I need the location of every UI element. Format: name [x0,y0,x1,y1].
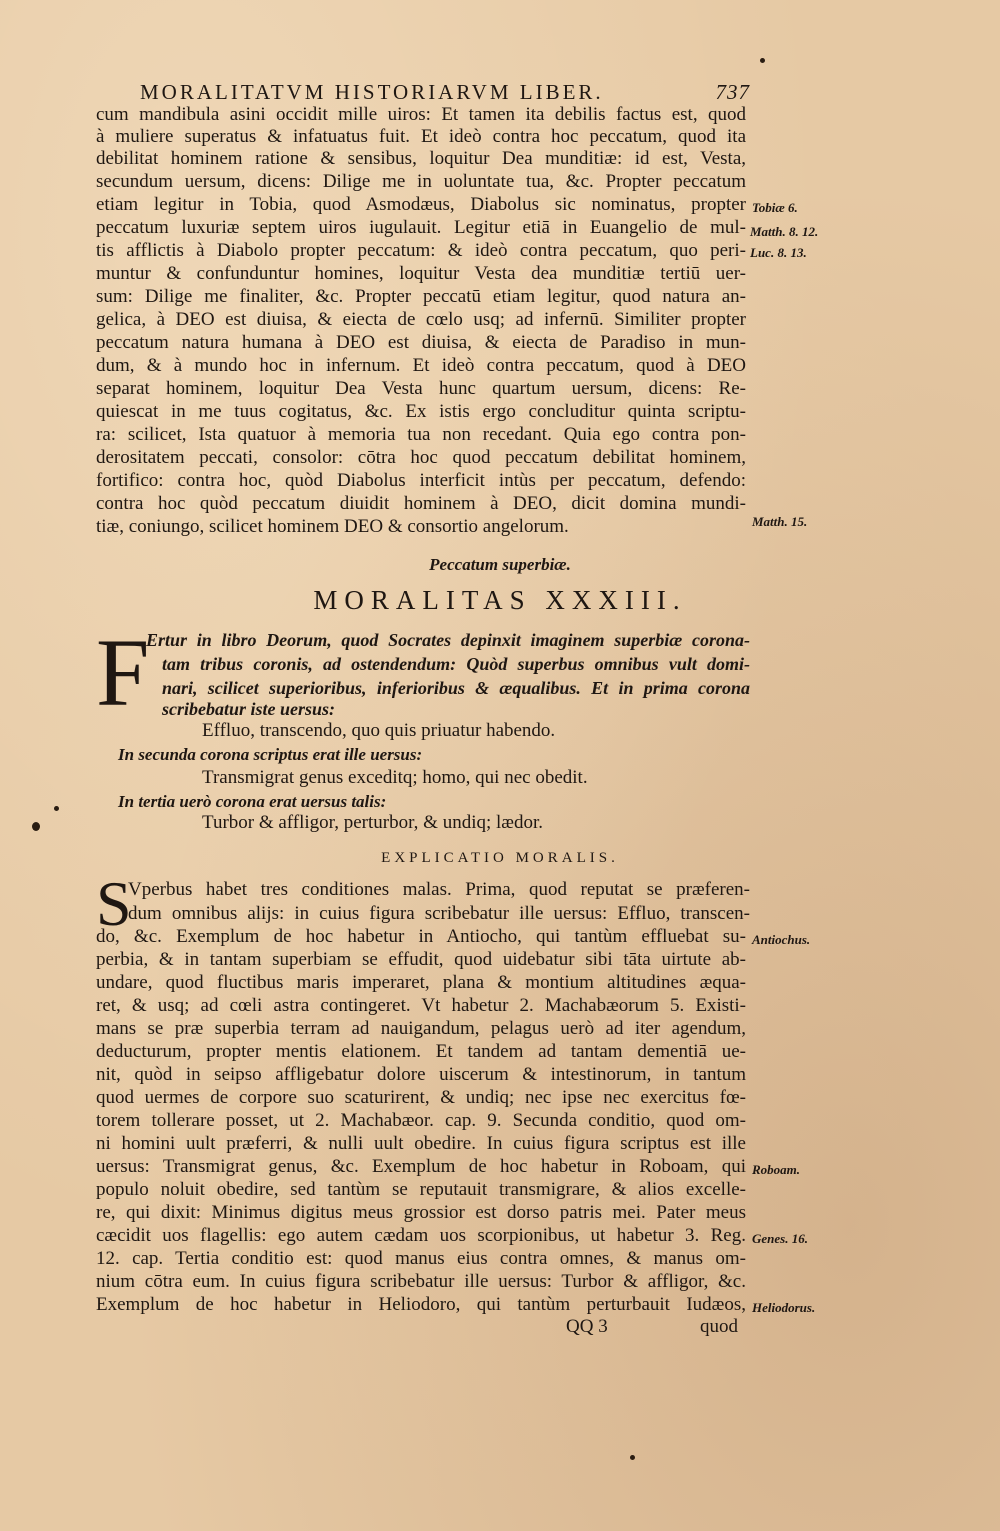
text-line: do, &c. Exemplum de hoc habetur in Antiocho, qui tantùm effluebat su- [96,926,746,947]
text-line: tiæ, coniungo, scilicet hominem DEO & consortio angelorum. [96,516,569,537]
text-line: cum mandibula asini occidit mille uiros: Et tamen ita debilis factus est, quod [96,104,746,125]
text-line: ra: scilicet, Ista quatuor à memoria tua non recedant. Quia ego contra pon- [96,424,746,445]
text-line: cæcidit uos flagellis: ego autem cædam uos scorpionibus, ut habetur 3. Reg. [96,1225,746,1246]
margin-note: Roboam. [752,1162,801,1177]
intro-line: nari, scilicet superioribus, inferioribus & æqualibus. Et in prima corona [162,678,750,698]
margin-note: Matth. 8. 12. [750,224,819,239]
text-line: peccatum luxuriæ septem uiros iugulauit. Legitur etiā in Euangelio de mul- [96,217,746,238]
text-line: undare, quod fluctibus maris imperaret, plana & montium altitudines æqua- [96,972,746,993]
ink-blot [54,806,59,811]
intro-line: scribebatur iste uersus: [162,699,336,719]
text-line: secundum uersum, dicens: Dilige me in uoluntate tua, &c. Propter peccatum [96,171,746,192]
text-line: à muliere superatus & infatuatus fuit. Et ideò contra hoc peccatum, quod ita [96,126,746,147]
drop-cap: F [96,619,150,726]
margin-note: Genes. 16. [752,1231,808,1246]
explicatio-heading: EXPLICATIO MORALIS. [381,850,619,866]
text-line: re, qui dixit: Minimus digitus meus grossior est dorso patris mei. Pater meus [96,1202,746,1223]
text-line: Vperbus habet tres conditiones malas. Prima, quod reputat se præferen- [128,879,750,900]
text-line: uersus: Transmigrat genus, &c. Exemplum de hoc habetur in Roboam, qui [96,1156,746,1177]
margin-note: Matth. 15. [752,514,808,529]
section-title: MORALITAS XXXIII. [313,585,687,615]
text-line: fortifico: contra hoc, quòd Diabolus interficit intùs per peccatum, defendo: [96,470,746,491]
text-line: gelica, à DEO est diuisa, & eiecta de cœlo usq; ad infernū. Similiter propter [96,309,746,330]
text-line: populo noluit obedire, sed tantùm se reputauit transmigrare, & alios excelle- [96,1179,746,1200]
text-line: dum, & à mundo hoc in infernum. Et ideò contra peccatum, quod à DEO [96,355,746,376]
margin-note: Antiochus. [752,932,811,947]
ink-blot [32,822,40,831]
text-line: derositatem peccati, consolor: cōtra hoc quod peccatum debilitat hominem, [96,447,746,468]
page-number: 737 [715,80,750,104]
intro-line: tam tribus coronis, ad ostendendum: Quòd superbus omnibus vult domi- [162,654,750,674]
intro-line: Ertur in libro Deorum, quod Socrates depinxit imaginem superbiæ corona- [146,630,750,650]
text-line: deducturum, propter mentis elationem. Et tandem ad tantam dementiā ue- [96,1041,746,1062]
text-line: nium cōtra eum. In cuius figura scribebatur ille uersus: Turbor & affligor, &c. [96,1271,746,1292]
text-line: nit, quòd in seipso affligebatur dolore uiscerum & intestinorum, in tantum [96,1064,746,1085]
section-subheading: Peccatum superbiæ. [429,555,571,574]
text-line: ret, & usq; ad cœli astra contingeret. Vt habetur 2. Machabæorum 5. Existi- [96,995,746,1016]
signature-mark: QQ 3 [566,1316,608,1337]
text-line: etiam legitur in Tobia, quod Asmodæus, Diabolus sic nominatus, propter [96,194,746,215]
margin-note: Luc. 8. 13. [750,245,807,260]
text-line: peccatum natura humana à DEO est diuisa, & eiecta de Paradiso in mun- [96,332,746,353]
margin-note: Tobiæ 6. [752,200,798,215]
text-line: 12. cap. Tertia conditio est: quod manus eius contra omnes, & manus om- [96,1248,746,1269]
verse-line: Turbor & affligor, perturbor, & undiq; lædor. [202,812,543,833]
text-line: separat hominem, loquitur Dea Vesta hunc quartum uersum, dicens: Re- [96,378,746,399]
ink-blot [630,1455,635,1460]
verse-line: Transmigrat genus exceditq; homo, qui nec obedit. [202,767,588,788]
text-line: quiescat in me tuus cogitatus, &c. Ex istis ergo concluditur quinta scriptu- [96,401,746,422]
text-line: tis afflictis à Diabolo propter peccatum: & ideò contra peccatum, quo peri- [96,240,746,261]
text-line: perbia, & in tantam superbiam se effudit, quod uidebatur sibi tāta uirtute ab- [96,949,746,970]
verse-label: In secunda corona scriptus erat ille uersus: [118,745,423,764]
text-line: contra hoc quòd peccatum diuidit hominem à DEO, dicit domina mundi- [96,493,746,514]
running-title: MORALITATVM HISTORIARVM LIBER. [140,80,604,104]
verse-label: In tertia uerò corona erat uersus talis: [118,792,387,811]
verse-line: Effluo, transcendo, quo quis priuatur habendo. [202,720,556,741]
margin-note: Heliodorus. [752,1300,816,1315]
text-line: torem tollerare posset, ut 2. Machabæor. cap. 9. Secunda conditio, quod om- [96,1110,746,1131]
text-line: Exemplum de hoc habetur in Heliodoro, qui tantùm perturbauit Iudæos, [96,1294,746,1315]
text-line: quod uermes de corpore suo scaturirent, & undiq; nec ipse nec exercitus fœ- [96,1087,746,1108]
text-line: mans se præ superbia terram ad nauigandum, pelagus uerò ad iter agendum, [96,1018,746,1039]
text-line: ni homini uult præferri, & nulli uult obedire. In cuius figura scriptus est ille [96,1133,746,1154]
text-line: dum omnibus alijs: in cuius figura scribebatur ille uersus: Effluo, transcen- [128,903,750,924]
text-line: debilitat hominem ratione & sensibus, loquitur Dea munditiæ: id est, Vesta, [96,148,746,169]
drop-cap: S [96,868,132,939]
text-line: muntur & confunduntur homines, loquitur Vesta dea munditiæ tertiū uer- [96,263,746,284]
text-line: sum: Dilige me finaliter, &c. Propter peccatū etiam legitur, quod natura an- [96,286,746,307]
catchword: quod [700,1316,738,1337]
ink-blot [760,58,765,63]
